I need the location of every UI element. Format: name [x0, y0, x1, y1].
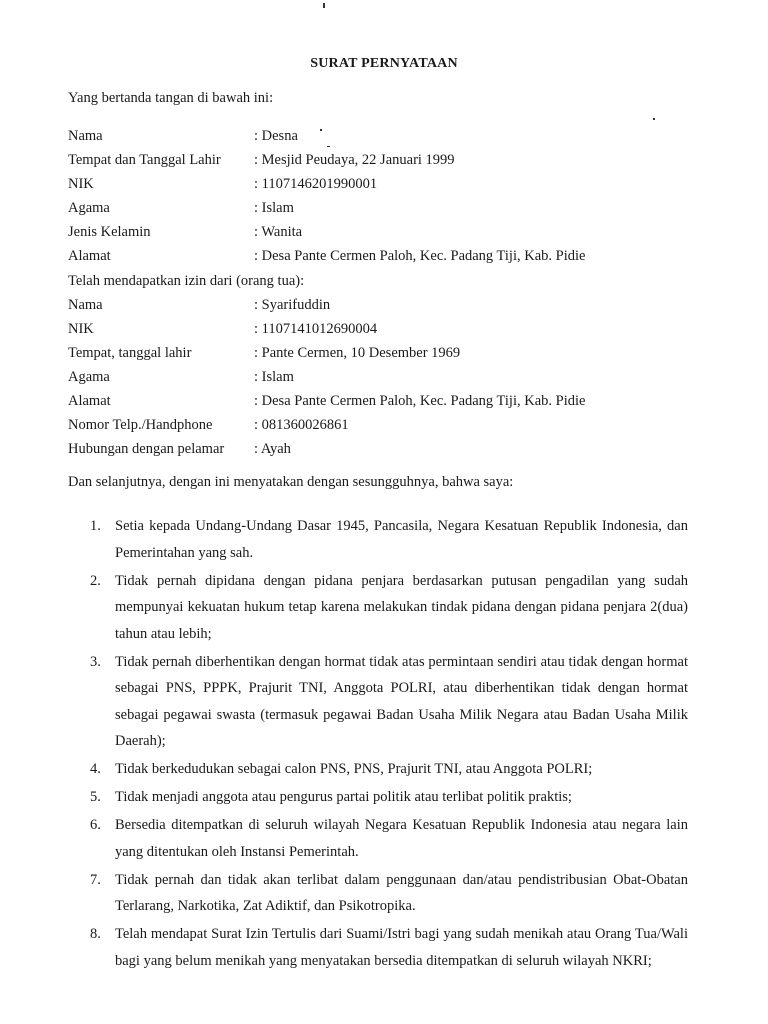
field-value: : Wanita: [254, 224, 303, 241]
item-text: Telah mendapat Surat Izin Tertulis dari Suami/Istri bagi yang sudah menikah atau Orang Tua/Wali bagi yang belum menikah yang menyatakan bersedia ditempatkan di seluruh wilayah NKRI;: [115, 926, 688, 969]
item-number: 2.: [90, 572, 101, 589]
declaration-list: [68, 513, 688, 976]
list-item: [68, 568, 688, 648]
item-text: Tidak pernah dipidana dengan pidana penjara berdasarkan putusan pengadilan yang sudah mempunyai kekuatan hukum tetap karena melakukan tindak pidana dengan pidana penjara 2(dua) tahun atau lebih;: [115, 572, 688, 642]
item-text: Tidak pernah dan tidak akan terlibat dalam penggunaan dan/atau pendistribusian Obat-Obatan Terlarang, Narkotika, Zat Adiktif, dan Psikotropika.: [115, 871, 688, 914]
field-label: Nama: [68, 296, 103, 313]
intro-text: Yang bertanda tangan di bawah ini:: [68, 90, 274, 106]
applicant-nik-row: [68, 172, 708, 196]
field-value: : Desna: [254, 128, 298, 144]
field-value: : Syarifuddin: [254, 296, 331, 313]
list-item: [68, 867, 688, 920]
list-item: [68, 649, 688, 755]
field-value: : Islam: [254, 200, 294, 217]
parent-phone-row: [68, 413, 708, 437]
item-number: 6.: [90, 817, 101, 833]
scan-speck: [323, 3, 325, 8]
field-value: : Desa Pante Cermen Paloh, Kec. Padang Tiji, Kab. Pidie: [254, 393, 586, 410]
field-value: : 081360026861: [254, 417, 349, 434]
list-item: [68, 756, 688, 783]
item-number: 8.: [90, 926, 101, 942]
scan-speck: [653, 118, 655, 120]
list-item: [68, 921, 688, 974]
item-text: Bersedia ditempatkan di seluruh wilayah Negara Kesatuan Republik Indonesia atau negara lain yang ditentukan oleh Instansi Pemerintah.: [115, 817, 688, 860]
field-label: Agama: [68, 200, 110, 217]
item-text: Tidak berkedudukan sebagai calon PNS, PNS, Prajurit TNI, atau Anggota POLRI;: [115, 761, 593, 777]
list-item: [68, 513, 688, 566]
parent-religion-row: [68, 365, 708, 389]
list-item: [68, 784, 688, 811]
item-text: Tidak pernah diberhentikan dengan hormat tidak atas permintaan sendiri atau tidak dengan hormat sebagai PNS, PPPK, Prajurit TNI, Anggota POLRI, atau diberhentikan tidak dengan hormat sebagai pegawai swasta (termasuk pegawai Badan Usaha Milik Negara atau Badan Usaha Milik Daerah);: [115, 653, 688, 749]
item-number: 1.: [90, 518, 101, 534]
field-label: Jenis Kelamin: [68, 224, 151, 241]
field-value: : Desa Pante Cermen Paloh, Kec. Padang Tiji, Kab. Pidie: [254, 248, 586, 265]
field-label: Nama: [68, 128, 103, 144]
identity-fields: [68, 124, 708, 461]
item-text: Tidak menjadi anggota atau pengurus partai politik atau terlibat politik praktis;: [115, 789, 572, 805]
parent-address-row: [68, 389, 708, 413]
item-number: 5.: [90, 789, 101, 805]
parent-relation-row: [68, 437, 708, 461]
field-label: Hubungan dengan pelamar: [68, 441, 225, 458]
applicant-birth-row: [68, 148, 708, 172]
field-label: NIK: [68, 176, 94, 193]
field-value: : Mesjid Peudaya, 22 Januari 1999: [254, 152, 455, 169]
item-number: 7.: [90, 871, 101, 888]
parent-birth-row: [68, 341, 708, 365]
field-label: Agama: [68, 368, 110, 385]
applicant-gender-row: [68, 220, 708, 244]
field-label: Tempat dan Tanggal Lahir: [68, 152, 221, 169]
parent-nik-row: [68, 317, 708, 341]
item-number: 3.: [90, 653, 101, 670]
field-value: : 1107141012690004: [254, 320, 378, 337]
field-value: : Islam: [254, 368, 294, 385]
permission-line: Telah mendapatkan izin dari (orang tua):: [68, 272, 305, 289]
item-number: 4.: [90, 761, 101, 777]
document-title: SURAT PERNYATAAN: [310, 56, 458, 71]
field-label: NIK: [68, 320, 94, 337]
list-item: [68, 812, 688, 865]
field-label: Tempat, tanggal lahir: [68, 344, 192, 361]
field-value: : 1107146201990001: [254, 176, 378, 193]
field-value: : Pante Cermen, 10 Desember 1969: [254, 344, 461, 361]
field-label: Alamat: [68, 393, 111, 410]
applicant-name-row: [68, 124, 708, 148]
field-label: Nomor Telp./Handphone: [68, 417, 213, 434]
applicant-religion-row: [68, 196, 708, 220]
item-text: Setia kepada Undang-Undang Dasar 1945, Pancasila, Negara Kesatuan Republik Indonesia, dan Pemerintahan yang sah.: [115, 518, 688, 561]
field-label: Alamat: [68, 248, 111, 265]
statement-text: Dan selanjutnya, dengan ini menyatakan dengan sesungguhnya, bahwa saya:: [68, 474, 514, 490]
applicant-address-row: [68, 244, 708, 268]
parent-name-row: [68, 293, 708, 317]
field-value: : Ayah: [254, 441, 291, 458]
